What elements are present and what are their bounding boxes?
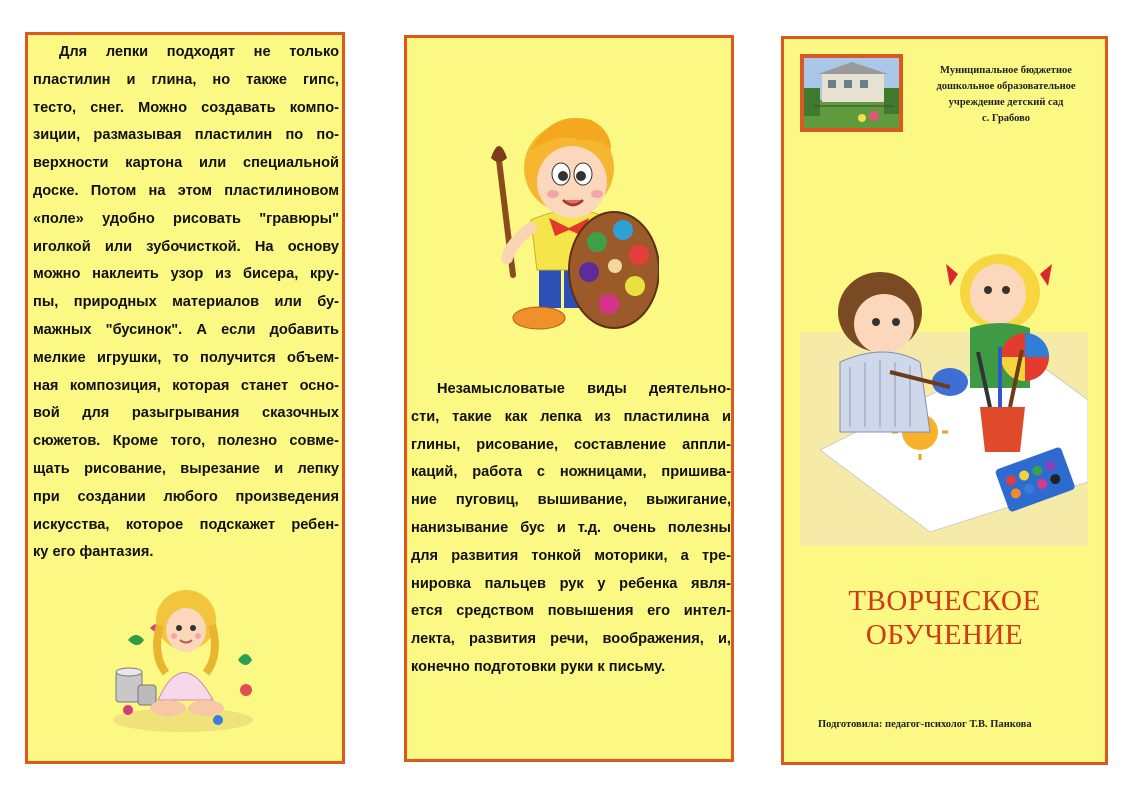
text-line: «поле» удобно рисовать "гравюры" xyxy=(33,210,339,227)
prepared-by: Подготовила: педагог-психолог Т.В. Панкова xyxy=(818,719,1032,730)
school-building-photo xyxy=(800,54,903,132)
girl-painting-icon xyxy=(98,580,268,740)
school-line: с. Грабово xyxy=(982,113,1030,124)
text-line: зиции, размазывая пластилин по по- xyxy=(33,127,339,144)
school-name xyxy=(907,63,1105,127)
text-line: мажных "бусинок". А если добавить xyxy=(33,321,339,338)
text-line: верхности картона или специальной xyxy=(33,155,339,172)
school-line: Муниципальное бюджетное xyxy=(940,65,1072,76)
text-line: ку его фантазия. xyxy=(33,544,154,561)
panel-left-text xyxy=(33,39,339,567)
text-line: пластилин и глина, но также гипс, xyxy=(33,71,339,88)
text-line: сюжетов. Кроме того, полезно совме- xyxy=(33,433,339,450)
text-line: ная композиция, которая станет осно- xyxy=(33,377,339,394)
text-line: доске. Потом на этом пластилиновом xyxy=(33,182,339,199)
text-line: глины, рисование, составление аппли- xyxy=(411,436,731,453)
school-line: дошкольное образовательное xyxy=(936,81,1076,92)
text-line: мелкие игрушки, то получится объем- xyxy=(33,349,339,366)
text-line: для развития тонкой моторики, а тре- xyxy=(411,547,731,564)
brochure-title xyxy=(784,584,1105,652)
text-line: конечно подготовки руки к письму. xyxy=(411,658,666,675)
text-line: Для лепки подходят не только xyxy=(59,44,339,60)
school-line: учреждение детский сад xyxy=(948,97,1064,108)
text-line: можно наклеить узор из бисера, кру- xyxy=(33,266,339,283)
text-line: вой для разыгрывания сказочных xyxy=(33,405,339,422)
title-line: ОБУЧЕНИЕ xyxy=(865,619,1024,651)
text-line: каций, работа с ножницами, пришива- xyxy=(411,464,731,481)
children-drawing-icon xyxy=(800,182,1088,546)
text-line: иголкой или зубочисткой. На основу xyxy=(33,238,339,255)
boy-painter-icon xyxy=(469,90,659,340)
brochure-panel-left xyxy=(25,32,345,764)
text-line: щать рисование, вырезание и лепку xyxy=(33,460,339,477)
brochure-panel-right xyxy=(781,36,1108,765)
text-line: пы, природных материалов или бу- xyxy=(33,294,339,311)
text-line: искусства, которое подскажет ребен- xyxy=(33,516,339,533)
title-line: ТВОРЧЕСКОЕ xyxy=(848,585,1041,617)
text-line: нанизывание бус и т.д. очень полезны xyxy=(411,519,731,536)
text-line: ние пуговиц, вышивание, выжигание, xyxy=(411,492,731,509)
text-line: нировка пальцев рук у ребенка явля- xyxy=(411,575,731,592)
text-line: сти, такие как лепка из пластилина и xyxy=(411,408,731,425)
brochure-panel-middle xyxy=(404,35,734,762)
text-line: Незамысловатые виды деятельно- xyxy=(437,381,731,397)
panel-middle-text xyxy=(411,376,731,682)
text-line: тесто, снег. Можно создавать компо- xyxy=(33,99,339,116)
text-line: при создании любого произведения xyxy=(33,488,339,505)
text-line: лекта, развития речи, воображения, и, xyxy=(411,631,731,648)
text-line: ется средством повышения его интел- xyxy=(411,603,731,620)
